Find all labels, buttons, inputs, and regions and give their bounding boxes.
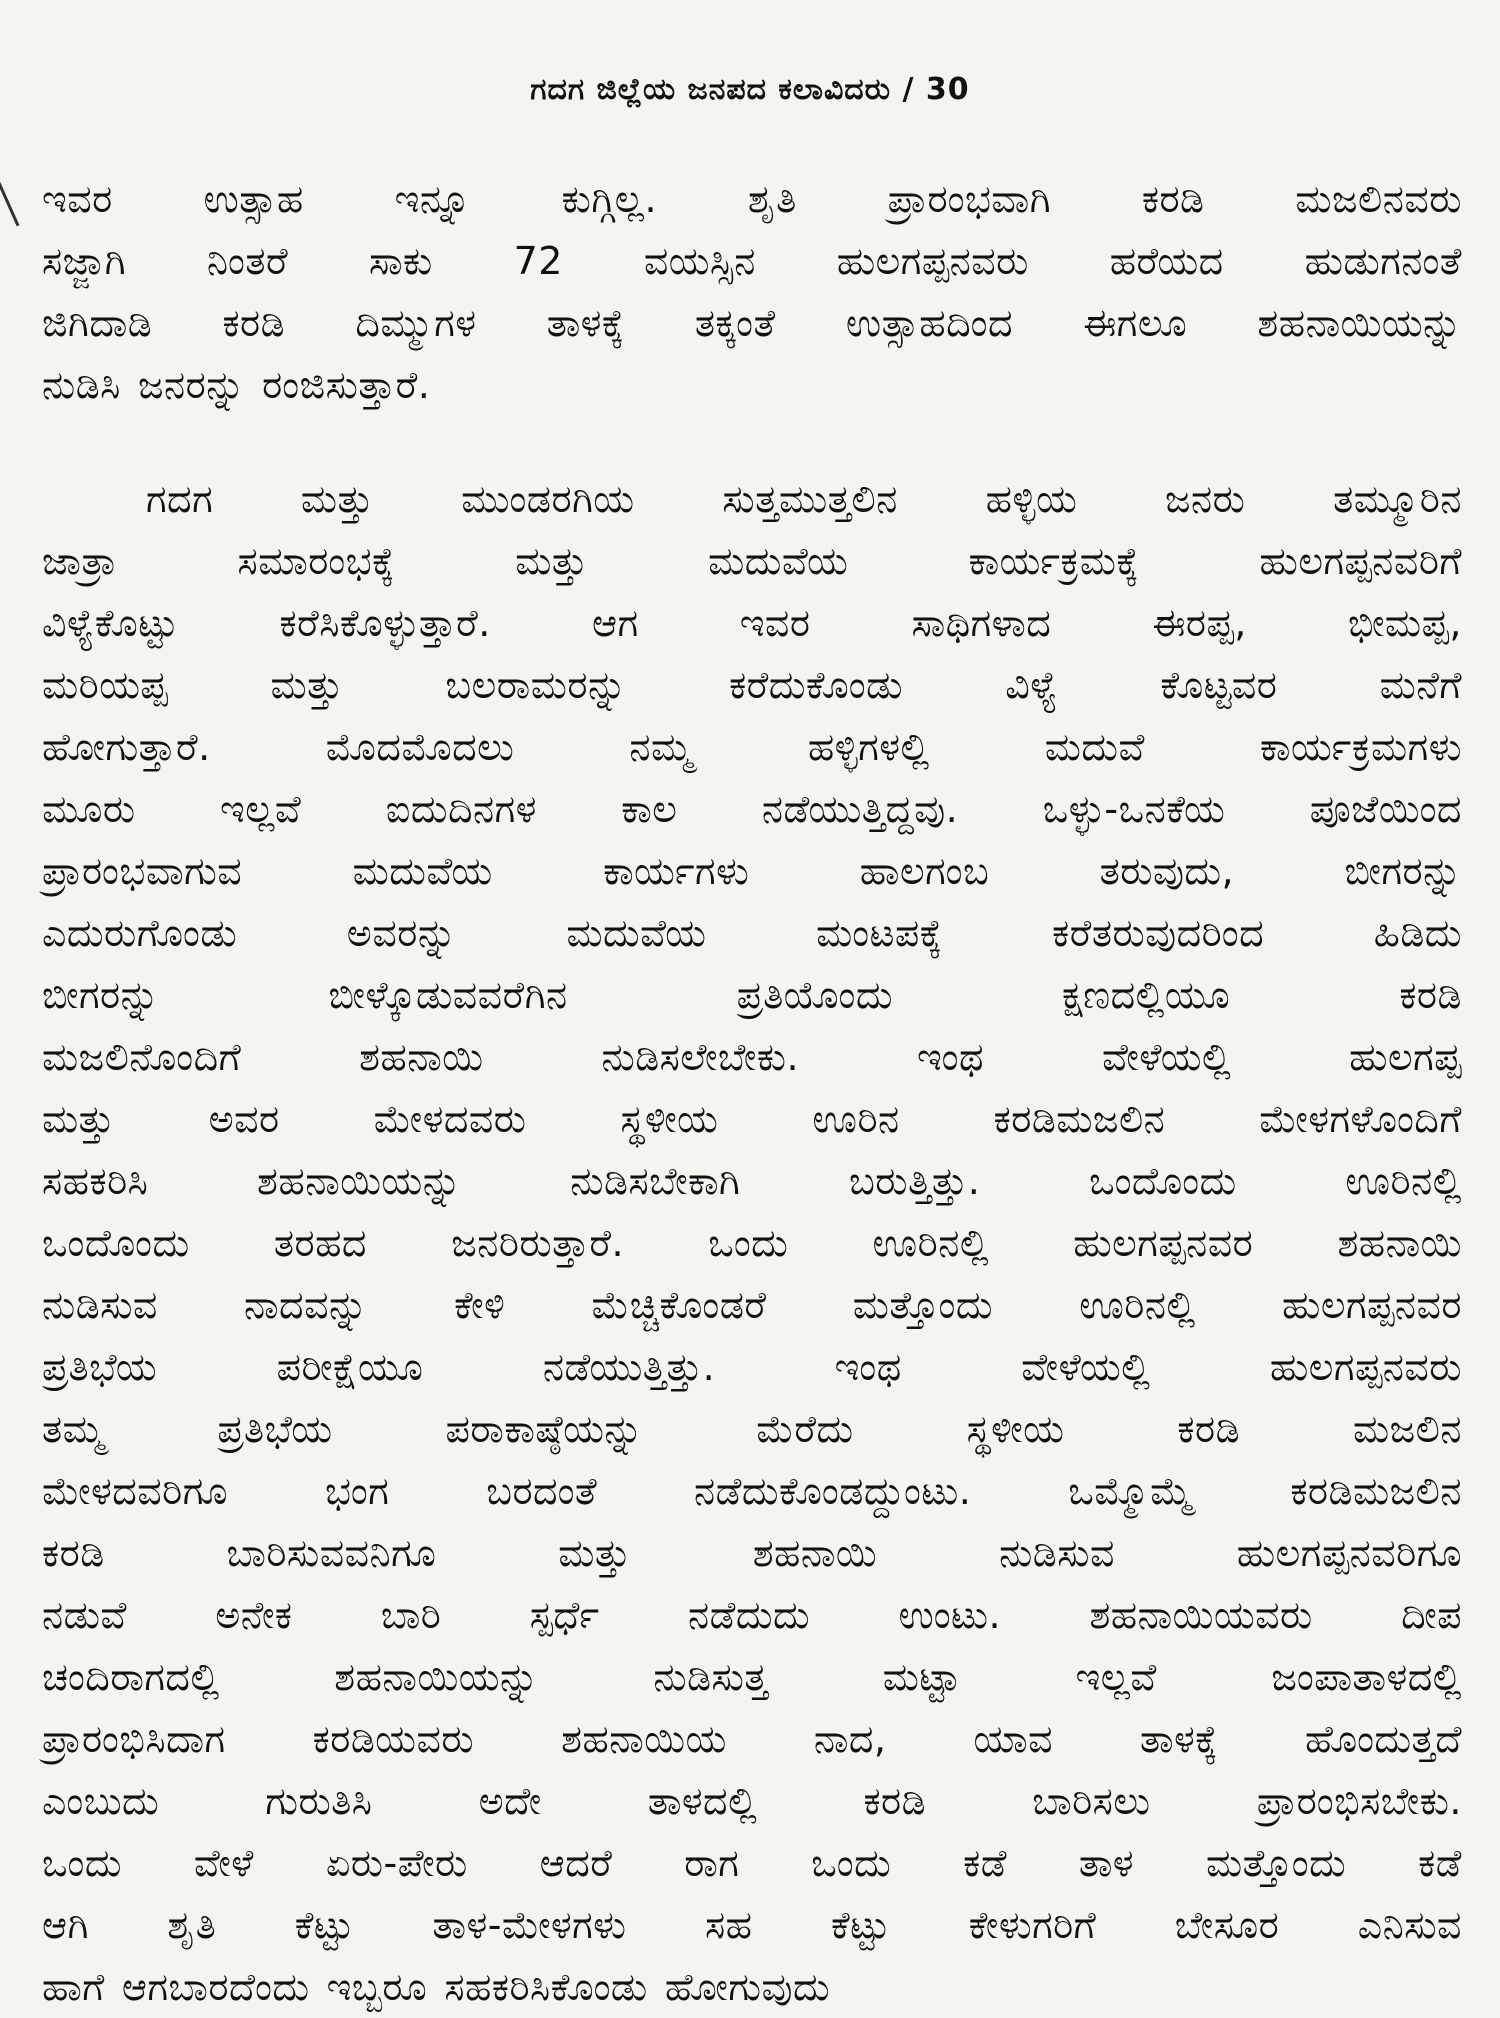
word: ಮೂರು <box>42 787 136 831</box>
text-line <box>42 1088 1462 1150</box>
word: ಮರಿಯಪ್ಪ <box>42 663 169 707</box>
word: ನಡುವೆ <box>42 1593 127 1637</box>
word: ಆಗಬಾರದೆಂದು <box>121 1965 310 2009</box>
text-line <box>42 1274 1462 1336</box>
word: ಹುಲಗಪ್ಪನವರ <box>1073 1221 1254 1265</box>
word: ಸಹ <box>704 1903 753 1947</box>
word: ಕರಡಿ <box>863 1779 927 1823</box>
text-line <box>42 468 1462 530</box>
word: ಕರಡಿ <box>222 301 286 345</box>
word: ಹಾಲಗಂಬ <box>859 849 990 893</box>
word: ಒಂದೊಂದು <box>42 1221 190 1265</box>
word: ನುಡಿಸಬೇಕಾಗಿ <box>570 1159 741 1203</box>
word: ಪ್ರಾರಂಭಿಸಬೇಕು. <box>1256 1779 1462 1823</box>
word: ಜಂಪಾತಾಳದಲ್ಲಿ <box>1271 1655 1462 1699</box>
word: ಕಾರ್ಯಕ್ರಮಕ್ಕೆ <box>968 539 1140 583</box>
word: ಸ್ಥಳೀಯ <box>966 1407 1065 1451</box>
word: ಶಹನಾಯಿಯನ್ನು <box>257 1159 462 1203</box>
text-line <box>42 716 1462 778</box>
word: ಶಹನಾಯಿ <box>1337 1221 1462 1265</box>
word: ಪರಾಕಾಷ್ಠೆಯನ್ನು <box>445 1407 644 1451</box>
word: ಮೆರೆದು <box>756 1407 854 1451</box>
word: ಕಾರ್ಯಗಳು <box>603 849 750 893</box>
word: ಇಂಥ <box>916 1035 985 1079</box>
word: ವಿಳ್ಯೆಕೊಟ್ಟು <box>42 601 179 645</box>
word: ತಾಳ-ಮೇಳಗಳು <box>432 1903 627 1947</box>
word: ಸಹಕರಿಸಿ <box>42 1159 149 1203</box>
word: ಮತ್ತೊಂದು <box>852 1283 993 1327</box>
word: ಶಹನಾಯಿಯವರು <box>1089 1593 1313 1637</box>
word: ಮದುವೆ <box>1044 725 1145 769</box>
word: ಕರಡಿ <box>42 1531 105 1575</box>
word: ಪ್ರತಿಯೊಂದು <box>736 973 894 1017</box>
word: ನಡೆದುದು <box>688 1593 811 1637</box>
word: ರಂಜಿಸುತ್ತಾರೆ. <box>262 363 431 407</box>
word: ಅವರ <box>208 1097 280 1141</box>
word: ಗುರುತಿಸಿ <box>265 1779 373 1823</box>
word: ನಿಂತರೆ <box>206 239 289 283</box>
text-line <box>42 168 1462 230</box>
word: ಮೇಳದವರಿಗೂ <box>42 1469 229 1513</box>
word: ಇನ್ನೂ <box>394 177 471 221</box>
word: ಸಮಾರಂಭಕ್ಕೆ <box>237 539 395 583</box>
word: ಈರಪ್ಪ, <box>1152 601 1247 645</box>
word: ತಕ್ಕಂತೆ <box>694 301 776 345</box>
word: ಕ್ಷಣದಲ್ಲಿಯೂ <box>1062 973 1231 1017</box>
word: ಬಲರಾಮರನ್ನು <box>445 663 627 707</box>
word: ನಮ್ಮ <box>629 725 693 769</box>
word: ಪ್ರತಿಭೆಯ <box>42 1345 158 1389</box>
word: ನುಡಿಸುವ <box>999 1531 1115 1575</box>
word: ಮಜಲಿನೊಂದಿಗೆ <box>42 1035 242 1079</box>
word: ಹರೆಯದ <box>1109 239 1224 283</box>
word: ಕರಡಿಯವರು <box>312 1717 475 1761</box>
word: ಮೇಳದವರು <box>373 1097 527 1141</box>
word: ಮತ್ತೊಂದು <box>1205 1841 1347 1885</box>
word: ಉತ್ಸಾಹ <box>203 177 304 221</box>
word: ಹುಲಗಪ್ಪನವರ <box>1281 1283 1462 1327</box>
word: ಬಾರಿಸುವವನಿಗೂ <box>226 1531 437 1575</box>
word: ಕರೆತರುವುದರಿಂದ <box>1052 911 1265 955</box>
word: ಹೋಗುವುದು <box>664 1965 831 2009</box>
text-line <box>42 1026 1462 1088</box>
word: ಕರಡಿ <box>1177 1407 1241 1451</box>
word: ಚಂದಿರಾಗದಲ್ಲಿ <box>42 1655 220 1699</box>
word: ಗದಗ <box>146 477 214 521</box>
word: ಅನೇಕ <box>215 1593 293 1637</box>
word: ದಿಮ್ಮುಗಳ <box>355 301 477 345</box>
word: ಪರೀಕ್ಷೆಯೂ <box>276 1345 424 1389</box>
word: ಹುಲಗಪ್ಪನವರಿಗೂ <box>1236 1531 1462 1575</box>
word: ಕಾಲ <box>621 787 678 831</box>
word: ಈಗಲೂ <box>1083 301 1188 345</box>
word: ಮತ್ತು <box>515 539 588 583</box>
text-line <box>42 1212 1462 1274</box>
word: ಬರುತ್ತಿತ್ತು. <box>849 1159 981 1203</box>
word: ಮುಂಡರಗಿಯ <box>461 477 635 521</box>
word: ಬರದಂತೆ <box>486 1469 598 1513</box>
text-line <box>42 354 1462 416</box>
margin-pen-mark <box>0 178 19 227</box>
text-line <box>42 964 1462 1026</box>
word: ಸುತ್ತಮುತ್ತಲಿನ <box>722 477 898 521</box>
word: ಇಬ್ಬರೂ <box>326 1965 428 2009</box>
text-line <box>42 1894 1462 1956</box>
word: ಹೊಂದುತ್ತದೆ <box>1304 1717 1462 1761</box>
word: ಎಂಬುದು <box>42 1779 160 1823</box>
word: ವೇಳೆಯಲ್ಲಿ <box>1021 1345 1151 1389</box>
word: ಒಂದು <box>811 1841 892 1885</box>
word: ಊರಿನ <box>812 1097 900 1141</box>
text-line <box>42 1770 1462 1832</box>
word: ಎದುರುಗೊಂಡು <box>42 911 238 955</box>
word: ಕೇಳಿ <box>454 1283 506 1327</box>
word: ಊರಿನಲ್ಲಿ <box>872 1221 990 1265</box>
word: ಆಗಿ <box>42 1903 89 1947</box>
paragraph <box>42 168 1462 416</box>
word: ಜನರು <box>1165 477 1246 521</box>
word: ಊರಿನಲ್ಲಿ <box>1345 1159 1462 1203</box>
text-line <box>42 292 1462 354</box>
word: ಪ್ರತಿಭೆಯ <box>217 1407 333 1451</box>
word: ಮತ್ತು <box>300 477 374 521</box>
word: ಆದರೆ <box>539 1841 613 1885</box>
word: ಒಂದೊಂದು <box>1089 1159 1237 1203</box>
word: ಕರಡಿಮಜಲಿನ <box>993 1097 1166 1141</box>
word: ಸಾಥಿಗಳಾದ <box>911 601 1052 645</box>
word: ಇವರ <box>739 601 811 645</box>
word: ಬೀಳ್ಕೊಡುವವರೆಗಿನ <box>328 973 568 1017</box>
word: ಪ್ರಾರಂಭವಾಗುವ <box>42 849 243 893</box>
word: ಕಡೆ <box>1418 1841 1462 1885</box>
word: ನುಡಿಸಲೇಬೇಕು. <box>601 1035 800 1079</box>
word: ಶೃತಿ <box>747 177 797 221</box>
word: ಯಾವ <box>973 1717 1054 1761</box>
text-line <box>42 1398 1462 1460</box>
word: ಮಜಲಿನ <box>1352 1407 1462 1451</box>
text-line <box>42 1832 1462 1894</box>
word: ನುಡಿಸುವ <box>42 1283 158 1327</box>
text-line <box>42 530 1462 592</box>
text-line <box>42 1956 1462 2018</box>
word: ಶಹನಾಯಿಯ <box>561 1717 727 1761</box>
paragraph-gap <box>42 416 1462 468</box>
word: ಹುಲಗಪ್ಪನವರಿಗೆ <box>1259 539 1462 583</box>
word: ಮೊದಮೊದಲು <box>325 725 515 769</box>
word: ತಮ್ಮೂರಿನ <box>1333 477 1462 521</box>
word: ನಡೆಯುತ್ತಿತ್ತು. <box>542 1345 716 1389</box>
word: ಸಹಕರಿಸಿಕೊಂಡು <box>444 1965 648 2009</box>
word: ಕಡೆ <box>963 1841 1007 1885</box>
word: ಊರಿನಲ್ಲಿ <box>1079 1283 1196 1327</box>
text-line <box>42 902 1462 964</box>
word: ಕಾರ್ಯಕ್ರಮಗಳು <box>1259 725 1462 769</box>
word: ನಡೆದುಕೊಂಡದ್ದುಂಟು. <box>694 1469 972 1513</box>
word: ಶಹನಾಯಿಯನ್ನು <box>1257 301 1462 345</box>
word: ಅದೇ <box>478 1779 542 1823</box>
word: ವಯಸ್ಸಿನ <box>643 239 756 283</box>
word: ಇಲ್ಲವೆ <box>1075 1655 1157 1699</box>
word: ಭೀಮಪ್ಪ, <box>1347 601 1462 645</box>
paragraph <box>42 468 1462 2018</box>
word: ಸ್ಥಳೀಯ <box>620 1097 719 1141</box>
text-line <box>42 592 1462 654</box>
word: ಮಜಲಿನವರು <box>1295 177 1462 221</box>
word: ಒಂದು <box>708 1221 789 1265</box>
text-line <box>42 654 1462 716</box>
word: ತರಹದ <box>273 1221 367 1265</box>
text-line <box>42 1460 1462 1522</box>
text-line <box>42 1584 1462 1646</box>
word: ದೀಪ <box>1401 1593 1462 1637</box>
word: ಭಂಗ <box>324 1469 390 1513</box>
word: ಸಾಕು <box>368 239 433 283</box>
word: ಹಿಡಿದು <box>1373 911 1462 955</box>
word: ಮದುವೆಯ <box>566 911 707 955</box>
word: ಮಂಟಪಕ್ಕೆ <box>816 911 943 955</box>
text-line <box>42 840 1462 902</box>
word: ಅವರನ್ನು <box>346 911 457 955</box>
word: ಐದುದಿನಗಳ <box>385 787 537 831</box>
word: ವೇಳೆಯಲ್ಲಿ <box>1101 1035 1232 1079</box>
word: ಕೇಳುಗರಿಗೆ <box>968 1903 1097 1947</box>
word: ಹುಲಗಪ್ಪನವರು <box>836 239 1029 283</box>
word: ಕುಗ್ಗಿಲ್ಲ. <box>561 177 658 221</box>
word: ಹುಲಗಪ್ಪನವರು <box>1269 1345 1462 1389</box>
word: ಹಳ್ಳಿಯ <box>985 477 1078 521</box>
word: ಪೂಜೆಯಿಂದ <box>1309 787 1462 831</box>
word: ಪ್ರಾರಂಭಿಸಿದಾಗ <box>42 1717 226 1761</box>
word: ವೇಳೆ <box>193 1841 254 1885</box>
word: ಉತ್ಸಾಹದಿಂದ <box>845 301 1014 345</box>
word: ಕರಡಿ <box>1141 177 1205 221</box>
word: ಜಿಗಿದಾಡಿ <box>42 301 153 345</box>
text-line <box>42 778 1462 840</box>
word: ನುಡಿಸುತ್ತ <box>653 1655 769 1699</box>
word: ಹೋಗುತ್ತಾರೆ. <box>42 725 211 769</box>
word: ಬೀಗರನ್ನು <box>42 973 160 1017</box>
word: ಬಾರಿಸಲು <box>1032 1779 1151 1823</box>
word: ಮತ್ತು <box>558 1531 631 1575</box>
word: ತಾಳಕ್ಕೆ <box>1140 1717 1218 1761</box>
word: ಎನಿಸುವ <box>1357 1903 1462 1947</box>
word: ಇಂಥ <box>834 1345 902 1389</box>
word: ಆಗ <box>591 601 639 645</box>
word: ವಿಳ್ಯೆ <box>1005 663 1059 707</box>
word: ಕೊಟ್ಟವರ <box>1160 663 1278 707</box>
running-head: ಗದಗ ಜಿಲ್ಲೆಯ ಜನಪದ ಕಲಾವಿದರು / 30 <box>530 72 970 107</box>
word: ಮಟ್ಟಾ <box>882 1655 961 1699</box>
word: ತಾಳದಲ್ಲಿ <box>647 1779 758 1823</box>
word: ಬಾರಿ <box>380 1593 442 1637</box>
word: ಜನರನ್ನು <box>137 363 246 407</box>
word: ಏರು-ಪೇರು <box>325 1841 468 1885</box>
word: ಇಲ್ಲವೆ <box>220 787 302 831</box>
word: ನಾದ, <box>813 1717 887 1761</box>
word: ಪ್ರಾರಂಭವಾಗಿ <box>887 177 1052 221</box>
word: ಕೆಟ್ಟು <box>294 1903 355 1947</box>
word: ಶೃತಿ <box>167 1903 217 1947</box>
word: ಒಮ್ಮೊಮ್ಮೆ <box>1068 1469 1194 1513</box>
word: ನಾದವನ್ನು <box>244 1283 368 1327</box>
word: ಕರೆಸಿಕೊಳ್ಳುತ್ತಾರೆ. <box>279 601 491 645</box>
word: ಒಳ್ಳು-ಒನಕೆಯ <box>1042 787 1226 831</box>
word: ಬೀಗರನ್ನು <box>1344 849 1462 893</box>
word: ಕೆಟ್ಟು <box>831 1903 891 1947</box>
word: ಒಂದು <box>42 1841 123 1885</box>
word: ಮೇಳಗಳೊಂದಿಗೆ <box>1259 1097 1462 1141</box>
word: ತಾಳ <box>1078 1841 1135 1885</box>
word: ಸ್ಪರ್ಧೆ <box>529 1593 600 1637</box>
word: ಹಳ್ಳಿಗಳಲ್ಲಿ <box>807 725 930 769</box>
word: ಜನರಿರುತ್ತಾರೆ. <box>451 1221 625 1265</box>
word: ನುಡಿಸಿ <box>42 363 121 407</box>
text-line <box>42 1336 1462 1398</box>
body-text <box>42 168 1462 2018</box>
word: ಹುಡುಗನಂತೆ <box>1304 239 1462 283</box>
word: ತಮ್ಮ <box>42 1407 105 1451</box>
word: ಮನೆಗೆ <box>1379 663 1462 707</box>
text-line <box>42 1522 1462 1584</box>
word: ತಾಳಕ್ಕೆ <box>546 301 625 345</box>
word: ಕರಡಿ <box>1399 973 1462 1017</box>
text-line <box>42 1150 1462 1212</box>
word: ಜಾತ್ರಾ <box>42 539 118 583</box>
word: ಶಹನಾಯಿ <box>752 1531 878 1575</box>
word: 72 <box>513 239 563 283</box>
word: ಮೆಚ್ಚಿಕೊಂಡರೆ <box>591 1283 767 1327</box>
word: ಮತ್ತು <box>42 1097 115 1141</box>
word: ಶಹನಾಯಿಯನ್ನು <box>334 1655 539 1699</box>
word: ಕರೆದುಕೊಂಡು <box>729 663 903 707</box>
word: ಹಾಗೆ <box>42 1965 105 2009</box>
word: ರಾಗ <box>684 1841 740 1885</box>
word: ಬೇಸೂರ <box>1174 1903 1280 1947</box>
word: ಶಹನಾಯಿ <box>359 1035 484 1079</box>
word: ಇವರ <box>42 177 113 221</box>
word: ಮದುವೆಯ <box>352 849 493 893</box>
text-line <box>42 230 1462 292</box>
word: ಮತ್ತು <box>270 663 344 707</box>
text-line <box>42 1646 1462 1708</box>
word: ನಡೆಯುತ್ತಿದ್ದವು. <box>761 787 959 831</box>
word: ಸಜ್ಜಾಗಿ <box>42 239 126 283</box>
text-line <box>42 1708 1462 1770</box>
word: ಮದುವೆಯ <box>708 539 849 583</box>
word: ತರುವುದು, <box>1099 849 1235 893</box>
word: ಉಂಟು. <box>898 1593 1002 1637</box>
word: ಕರಡಿಮಜಲಿನ <box>1290 1469 1462 1513</box>
word: ಹುಲಗಪ್ಪ <box>1349 1035 1462 1079</box>
